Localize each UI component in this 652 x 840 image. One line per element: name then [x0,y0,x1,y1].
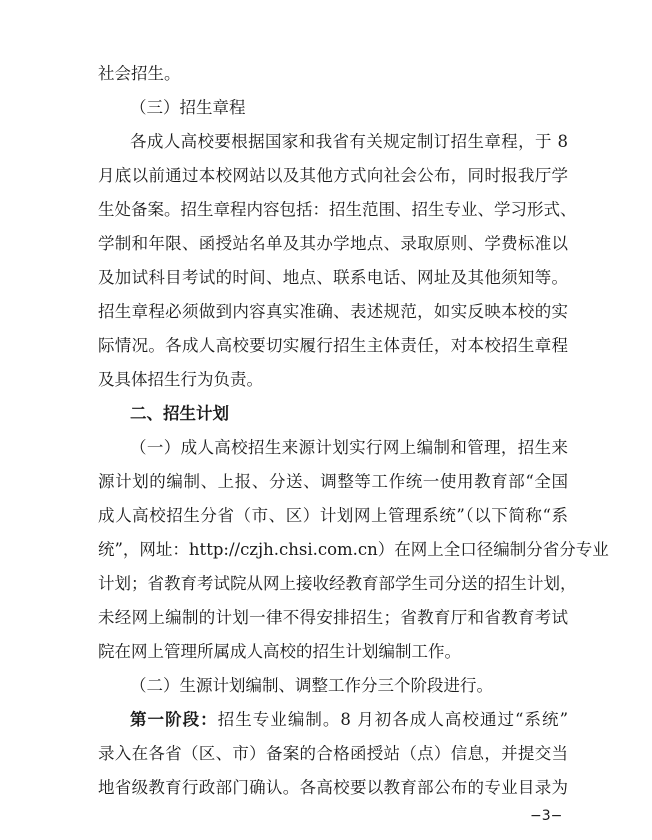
paragraph-line: 计划；省教育考试院从网上接收经教育部学生司分送的招生计划， [98,574,577,593]
paragraph-line: （二）生源计划编制、调整工作分三个阶段进行。 [130,676,493,695]
paragraph-line: 各成人高校要根据国家和我省有关规定制订招生章程，于 8 [130,132,568,151]
section-heading-charter: （三）招生章程 [130,98,246,117]
paragraph-line: 及具体招生行为负责。 [98,370,263,389]
paragraph-line: （一）成人高校招生来源计划实行网上编制和管理，招生来 [130,438,568,457]
paragraph-line: 及加试科目考试的时间、地点、联系电话、网址及其他须知等。 [98,268,568,287]
paragraph-line: 月底以前通过本校网站以及其他方式向社会公布，同时报我厅学 [98,166,568,185]
paragraph-line: 成人高校招生分省（市、区）计划网上管理系统”（以下简称“系 [98,506,568,525]
paragraph-line: 社会招生。 [98,64,181,83]
paragraph-line: 源计划的编制、上报、分送、调整等工作统一使用教育部“全国 [98,472,568,491]
paragraph-line: 生处备案。招生章程内容包括：招生范围、招生专业、学习形式、 [98,200,577,219]
paragraph-line: 院在网上管理所属成人高校的招生计划编制工作。 [98,642,461,661]
paragraph-line: 未经网上编制的计划一律不得安排招生；省教育厅和省教育考试 [98,608,568,627]
paragraph-line: 录入在各省（区、市）备案的合格函授站（点）信息，并提交当 [98,744,568,763]
paragraph-line: 地省级教育行政部门确认。各高校要以教育部公布的专业目录为 [98,778,568,797]
paragraph-line: 际情况。各成人高校要切实履行招生主体责任，对本校招生章程 [98,336,568,355]
paragraph-line-phase-one [130,705,568,735]
phase-one-text: 招生专业编制。8 月初各成人高校通过“系统” [217,710,569,729]
page-number: −3− [530,808,563,824]
section-heading-enrollment-plan: 二、招生计划 [130,404,229,423]
phase-one-label: 第一阶段： [130,710,218,729]
paragraph-line: 招生章程必须做到内容真实准确、表述规范，如实反映本校的实 [98,302,568,321]
paragraph-line: 学制和年限、函授站名单及其办学地点、录取原则、学费标准以 [98,234,568,253]
paragraph-line: 统”，网址：http://czjh.chsi.com.cn）在网上全口径编制分省分专业 [98,540,609,559]
